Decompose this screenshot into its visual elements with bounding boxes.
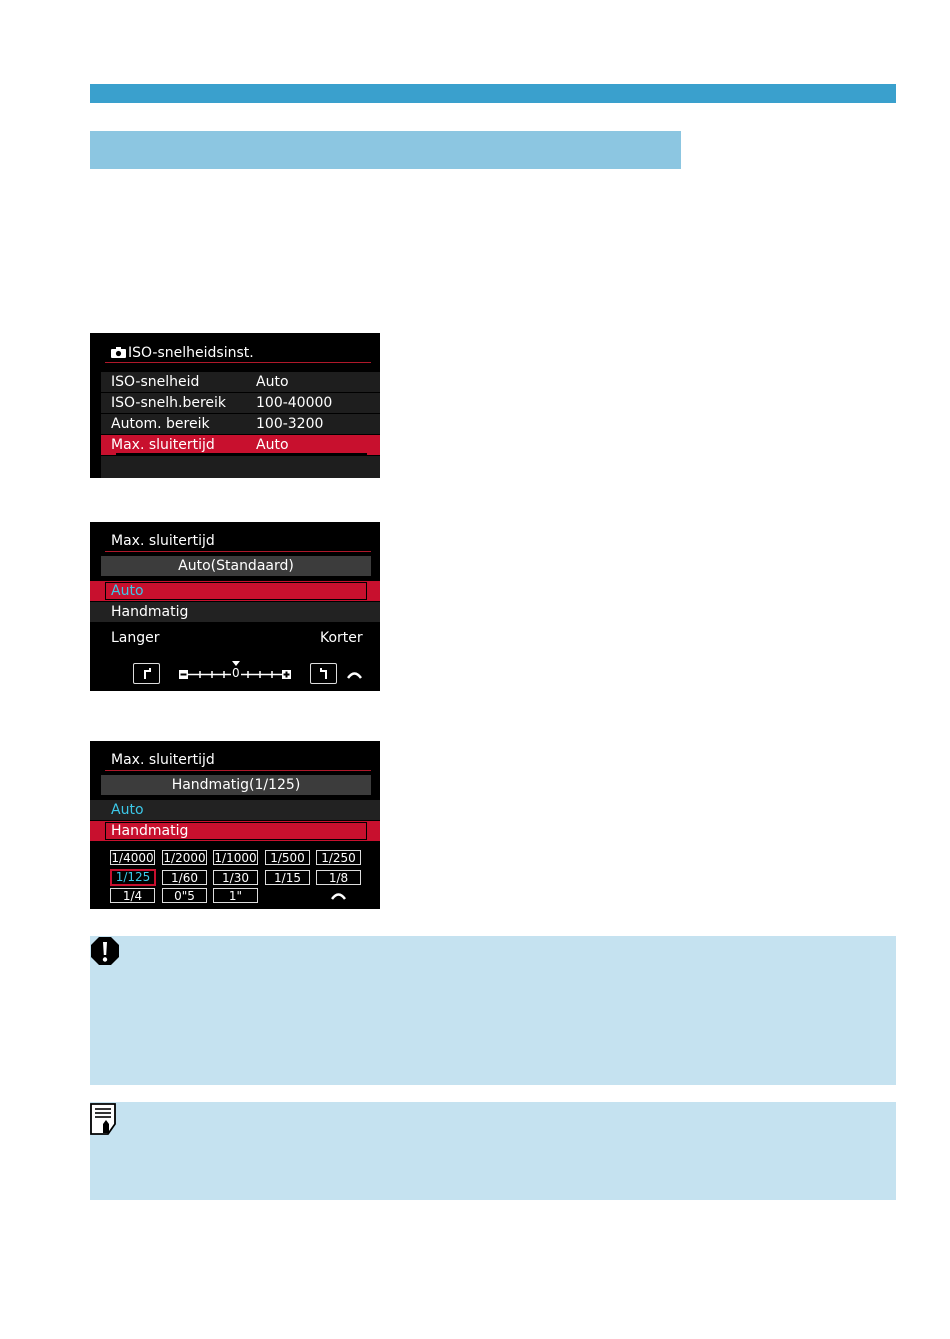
scale-value: 0 bbox=[232, 666, 240, 680]
title-divider bbox=[105, 551, 371, 552]
speed-cell[interactable]: 1/4 bbox=[110, 888, 155, 903]
speed-cell[interactable]: 1/8 bbox=[316, 870, 361, 885]
speed-cell[interactable]: 1/60 bbox=[162, 870, 207, 885]
row-label: Max. sluitertijd bbox=[111, 437, 215, 453]
max-shutter-auto-screen bbox=[90, 522, 380, 691]
current-setting: Handmatig(1/125) bbox=[101, 775, 371, 795]
dial-left-button[interactable] bbox=[133, 663, 160, 684]
camera-icon bbox=[111, 347, 126, 358]
iso-settings-screen bbox=[90, 333, 380, 478]
menu-row-iso-speed[interactable] bbox=[101, 372, 380, 392]
speed-cell[interactable]: 1/250 bbox=[316, 850, 361, 865]
caution-note-box bbox=[90, 936, 896, 1085]
section-header-bar bbox=[90, 84, 896, 103]
screen-title: Max. sluitertijd bbox=[111, 533, 215, 549]
option-auto[interactable] bbox=[90, 581, 380, 601]
option-label: Auto bbox=[111, 802, 144, 818]
dial-right-button[interactable] bbox=[310, 663, 337, 684]
current-setting: Auto(Standaard) bbox=[101, 556, 371, 576]
longer-label: Langer bbox=[111, 630, 160, 646]
title-divider bbox=[105, 770, 371, 771]
shorter-label: Korter bbox=[320, 630, 363, 646]
memo-note-box bbox=[90, 1102, 896, 1200]
option-label: Auto bbox=[111, 583, 144, 599]
row-value: Auto bbox=[256, 437, 289, 453]
speed-cell[interactable]: 1/4000 bbox=[111, 851, 154, 865]
speed-cell[interactable]: 1/15 bbox=[265, 870, 310, 885]
row-value: Auto bbox=[256, 374, 289, 390]
max-shutter-manual-screen bbox=[90, 741, 380, 909]
subsection-header-bar bbox=[90, 131, 681, 169]
menu-row-iso-range[interactable] bbox=[101, 393, 380, 413]
speed-cell-selected[interactable]: 1/125 bbox=[110, 869, 156, 886]
speed-cell[interactable]: 1/30 bbox=[213, 870, 258, 885]
option-manual[interactable] bbox=[90, 821, 380, 841]
option-auto[interactable] bbox=[90, 800, 380, 820]
row-value: 100-3200 bbox=[256, 416, 324, 432]
speed-cell[interactable]: 1/500 bbox=[265, 850, 310, 865]
speed-cell[interactable]: 1" bbox=[213, 888, 258, 903]
row-label: ISO-snelh.bereik bbox=[111, 395, 227, 411]
main-dial-icon bbox=[347, 669, 362, 679]
menu-row-auto-range[interactable] bbox=[101, 414, 380, 434]
menu-row-empty bbox=[101, 456, 380, 478]
row-label: ISO-snelheid bbox=[111, 374, 200, 390]
menu-row-max-shutter[interactable] bbox=[101, 435, 380, 455]
row-value: 100-40000 bbox=[256, 395, 333, 411]
row-label: Autom. bereik bbox=[111, 416, 210, 432]
caution-icon bbox=[90, 936, 120, 966]
selection-frame bbox=[105, 582, 367, 600]
option-label: Handmatig bbox=[111, 823, 189, 839]
main-dial-icon bbox=[331, 890, 346, 900]
dial-right-icon bbox=[317, 668, 331, 680]
speed-cell[interactable]: 0"5 bbox=[162, 888, 207, 903]
screen-title-text: ISO-snelheidsinst. bbox=[128, 345, 254, 361]
option-label: Handmatig bbox=[111, 604, 189, 620]
dial-left-icon bbox=[140, 668, 154, 680]
memo-icon bbox=[90, 1103, 118, 1135]
screen-title bbox=[111, 344, 254, 362]
speed-cell[interactable]: 1/1000 bbox=[214, 851, 257, 865]
option-manual[interactable] bbox=[90, 602, 380, 622]
title-divider bbox=[105, 362, 371, 363]
speed-cell[interactable]: 1/2000 bbox=[163, 851, 206, 865]
screen-title: Max. sluitertijd bbox=[111, 752, 215, 768]
